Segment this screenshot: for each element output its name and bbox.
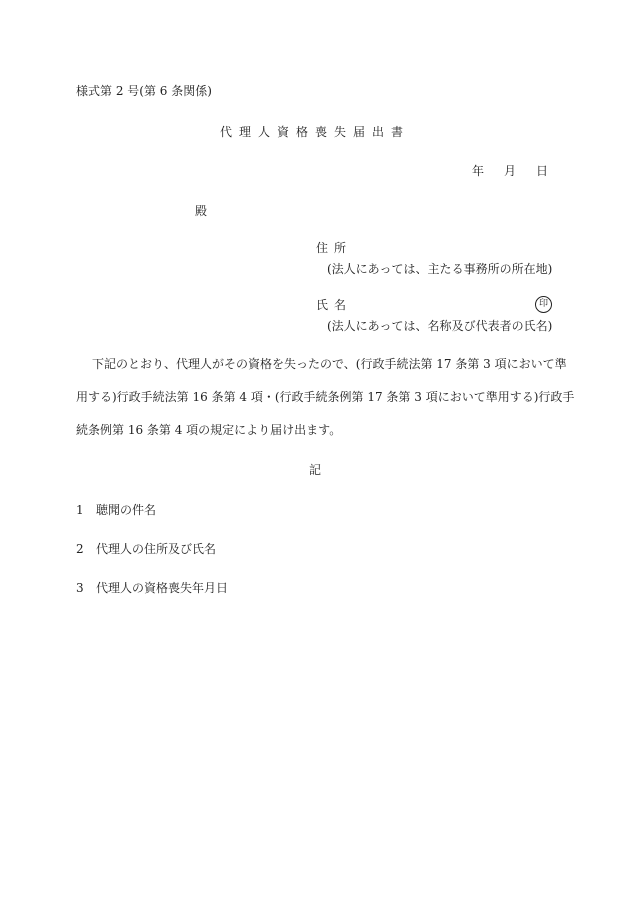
- name-note: (法人にあっては、名称及び代表者の氏名): [327, 319, 553, 333]
- date-line: [472, 163, 548, 179]
- address-note: (法人にあっては、主たる事務所の所在地): [327, 262, 553, 276]
- item-label: 聴聞の件名: [96, 503, 157, 517]
- item-label: 代理人の資格喪失年月日: [96, 581, 229, 595]
- day-label: 日: [535, 164, 548, 178]
- item-number: 3: [76, 581, 84, 595]
- body-text-line: 続条例第 16 条第 4 項の規定により届け出ます。: [76, 423, 342, 437]
- month-label: 月: [503, 164, 516, 178]
- item-number: 1: [76, 503, 84, 517]
- name-label: 氏名: [316, 298, 353, 312]
- form-number: 様式第 2 号(第 6 条関係): [76, 84, 212, 98]
- year-label: 年: [471, 164, 484, 178]
- document-title: 代理人資格喪失届出書: [219, 125, 410, 139]
- body-text-line: 下記のとおり、代理人がその資格を失ったので、(行政手続法第 17 条第 3 項において準: [92, 357, 567, 371]
- item-label: 代理人の住所及び氏名: [96, 542, 217, 556]
- list-item: [76, 541, 216, 557]
- address-label: 住所: [316, 241, 353, 255]
- list-item: [76, 502, 156, 518]
- seal-mark: 印: [535, 296, 552, 313]
- body-text-line: 用する)行政手続法第 16 条第 4 項・(行政手続条例第 17 条第 3 項において準用する)行政手: [76, 390, 575, 404]
- list-item: [76, 580, 228, 596]
- item-number: 2: [76, 542, 84, 556]
- addressee-suffix: 殿: [195, 204, 208, 218]
- ki-heading: 記: [308, 463, 321, 477]
